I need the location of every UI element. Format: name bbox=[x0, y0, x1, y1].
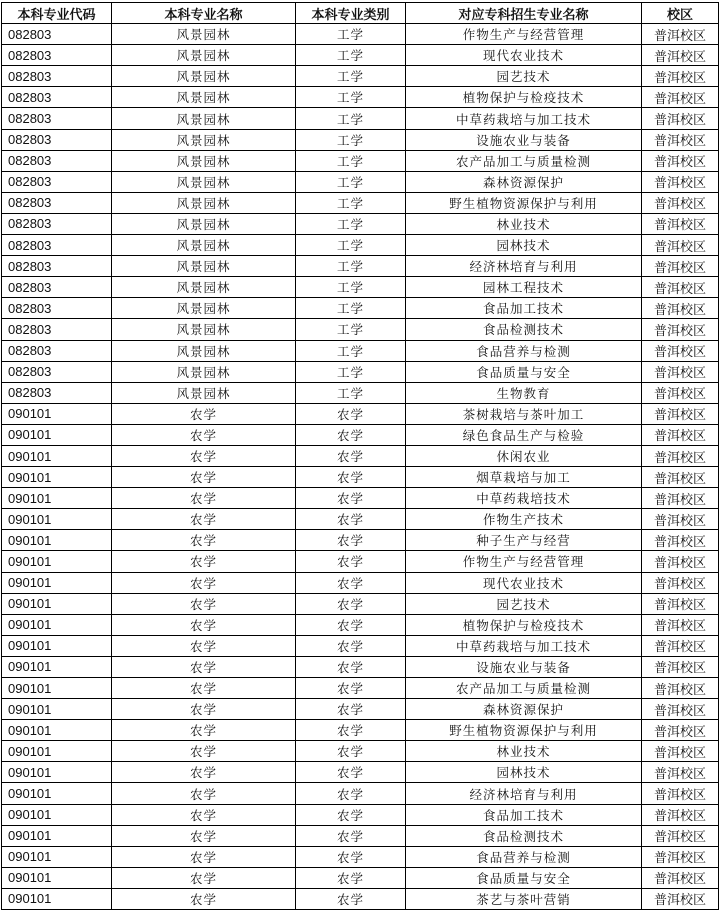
cell-undergrad-code: 090101 bbox=[2, 551, 112, 572]
cell-undergrad-category: 农学 bbox=[296, 867, 406, 888]
cell-undergrad-category: 工学 bbox=[296, 298, 406, 319]
cell-college-major: 食品加工技术 bbox=[406, 298, 642, 319]
cell-college-major: 植物保护与检疫技术 bbox=[406, 87, 642, 108]
cell-undergrad-name: 农学 bbox=[112, 741, 296, 762]
table-row bbox=[2, 888, 719, 909]
cell-undergrad-code: 090101 bbox=[2, 572, 112, 593]
table-body bbox=[2, 24, 719, 910]
cell-college-major: 农产品加工与质量检测 bbox=[406, 150, 642, 171]
cell-campus: 普洱校区 bbox=[642, 129, 719, 150]
cell-undergrad-code: 082803 bbox=[2, 298, 112, 319]
cell-undergrad-name: 风景园林 bbox=[112, 108, 296, 129]
cell-undergrad-code: 090101 bbox=[2, 783, 112, 804]
cell-undergrad-category: 工学 bbox=[296, 87, 406, 108]
cell-undergrad-category: 农学 bbox=[296, 741, 406, 762]
cell-undergrad-category: 工学 bbox=[296, 361, 406, 382]
cell-undergrad-category: 工学 bbox=[296, 171, 406, 192]
cell-undergrad-category: 农学 bbox=[296, 678, 406, 699]
cell-undergrad-category: 工学 bbox=[296, 319, 406, 340]
cell-campus: 普洱校区 bbox=[642, 488, 719, 509]
cell-campus: 普洱校区 bbox=[642, 24, 719, 45]
table-row bbox=[2, 382, 719, 403]
table-row bbox=[2, 66, 719, 87]
cell-college-major: 中草药栽培与加工技术 bbox=[406, 635, 642, 656]
cell-college-major: 食品营养与检测 bbox=[406, 340, 642, 361]
cell-college-major: 生物教育 bbox=[406, 382, 642, 403]
table-row bbox=[2, 804, 719, 825]
cell-campus: 普洱校区 bbox=[642, 825, 719, 846]
table-row bbox=[2, 678, 719, 699]
cell-college-major: 园林工程技术 bbox=[406, 277, 642, 298]
cell-undergrad-name: 风景园林 bbox=[112, 277, 296, 298]
cell-campus: 普洱校区 bbox=[642, 888, 719, 909]
cell-undergrad-category: 农学 bbox=[296, 804, 406, 825]
cell-college-major: 中草药栽培技术 bbox=[406, 488, 642, 509]
cell-college-major: 食品检测技术 bbox=[406, 825, 642, 846]
table-row bbox=[2, 445, 719, 466]
header-undergrad-name: 本科专业名称 bbox=[112, 3, 296, 24]
table-row bbox=[2, 467, 719, 488]
cell-campus: 普洱校区 bbox=[642, 66, 719, 87]
cell-undergrad-code: 090101 bbox=[2, 804, 112, 825]
cell-college-major: 茶树栽培与茶叶加工 bbox=[406, 403, 642, 424]
cell-undergrad-code: 090101 bbox=[2, 888, 112, 909]
cell-undergrad-category: 农学 bbox=[296, 467, 406, 488]
cell-college-major: 森林资源保护 bbox=[406, 699, 642, 720]
cell-campus: 普洱校区 bbox=[642, 593, 719, 614]
table-row bbox=[2, 45, 719, 66]
cell-campus: 普洱校区 bbox=[642, 572, 719, 593]
cell-undergrad-category: 农学 bbox=[296, 699, 406, 720]
cell-undergrad-category: 工学 bbox=[296, 382, 406, 403]
cell-undergrad-name: 农学 bbox=[112, 403, 296, 424]
table-header bbox=[2, 3, 719, 24]
cell-undergrad-code: 090101 bbox=[2, 678, 112, 699]
header-college-major: 对应专科招生专业名称 bbox=[406, 3, 642, 24]
cell-undergrad-category: 农学 bbox=[296, 846, 406, 867]
cell-undergrad-code: 082803 bbox=[2, 171, 112, 192]
header-campus: 校区 bbox=[642, 3, 719, 24]
cell-undergrad-code: 090101 bbox=[2, 699, 112, 720]
cell-campus: 普洱校区 bbox=[642, 445, 719, 466]
cell-undergrad-name: 风景园林 bbox=[112, 192, 296, 213]
cell-undergrad-name: 农学 bbox=[112, 509, 296, 530]
cell-college-major: 园艺技术 bbox=[406, 66, 642, 87]
cell-undergrad-name: 风景园林 bbox=[112, 361, 296, 382]
cell-undergrad-name: 风景园林 bbox=[112, 45, 296, 66]
cell-undergrad-name: 农学 bbox=[112, 699, 296, 720]
cell-campus: 普洱校区 bbox=[642, 277, 719, 298]
cell-college-major: 森林资源保护 bbox=[406, 171, 642, 192]
cell-undergrad-code: 090101 bbox=[2, 635, 112, 656]
cell-campus: 普洱校区 bbox=[642, 783, 719, 804]
cell-campus: 普洱校区 bbox=[642, 361, 719, 382]
cell-undergrad-name: 农学 bbox=[112, 720, 296, 741]
cell-undergrad-category: 工学 bbox=[296, 150, 406, 171]
cell-undergrad-name: 风景园林 bbox=[112, 298, 296, 319]
cell-campus: 普洱校区 bbox=[642, 762, 719, 783]
cell-undergrad-code: 090101 bbox=[2, 403, 112, 424]
cell-campus: 普洱校区 bbox=[642, 108, 719, 129]
cell-undergrad-name: 农学 bbox=[112, 846, 296, 867]
table-row bbox=[2, 846, 719, 867]
cell-undergrad-code: 082803 bbox=[2, 213, 112, 234]
cell-undergrad-code: 090101 bbox=[2, 720, 112, 741]
cell-campus: 普洱校区 bbox=[642, 699, 719, 720]
cell-undergrad-code: 090101 bbox=[2, 467, 112, 488]
cell-undergrad-code: 082803 bbox=[2, 66, 112, 87]
cell-campus: 普洱校区 bbox=[642, 45, 719, 66]
cell-undergrad-category: 工学 bbox=[296, 192, 406, 213]
cell-undergrad-name: 农学 bbox=[112, 635, 296, 656]
table-row bbox=[2, 635, 719, 656]
cell-campus: 普洱校区 bbox=[642, 150, 719, 171]
table-row bbox=[2, 424, 719, 445]
cell-undergrad-name: 农学 bbox=[112, 825, 296, 846]
cell-undergrad-name: 农学 bbox=[112, 551, 296, 572]
cell-undergrad-category: 工学 bbox=[296, 24, 406, 45]
cell-undergrad-name: 风景园林 bbox=[112, 150, 296, 171]
cell-undergrad-category: 工学 bbox=[296, 277, 406, 298]
cell-campus: 普洱校区 bbox=[642, 720, 719, 741]
cell-college-major: 现代农业技术 bbox=[406, 45, 642, 66]
cell-college-major: 食品质量与安全 bbox=[406, 361, 642, 382]
table-row bbox=[2, 361, 719, 382]
cell-undergrad-name: 风景园林 bbox=[112, 213, 296, 234]
cell-undergrad-category: 农学 bbox=[296, 656, 406, 677]
cell-college-major: 经济林培育与利用 bbox=[406, 256, 642, 277]
cell-undergrad-category: 工学 bbox=[296, 108, 406, 129]
table-row bbox=[2, 171, 719, 192]
cell-undergrad-name: 农学 bbox=[112, 445, 296, 466]
cell-undergrad-category: 工学 bbox=[296, 213, 406, 234]
cell-undergrad-code: 082803 bbox=[2, 235, 112, 256]
cell-college-major: 园林技术 bbox=[406, 235, 642, 256]
cell-undergrad-code: 082803 bbox=[2, 24, 112, 45]
cell-campus: 普洱校区 bbox=[642, 340, 719, 361]
cell-campus: 普洱校区 bbox=[642, 804, 719, 825]
cell-undergrad-category: 农学 bbox=[296, 509, 406, 530]
cell-campus: 普洱校区 bbox=[642, 424, 719, 445]
cell-campus: 普洱校区 bbox=[642, 467, 719, 488]
cell-undergrad-code: 090101 bbox=[2, 593, 112, 614]
cell-campus: 普洱校区 bbox=[642, 656, 719, 677]
cell-undergrad-category: 农学 bbox=[296, 720, 406, 741]
cell-undergrad-code: 082803 bbox=[2, 45, 112, 66]
cell-college-major: 林业技术 bbox=[406, 741, 642, 762]
cell-campus: 普洱校区 bbox=[642, 530, 719, 551]
cell-undergrad-code: 090101 bbox=[2, 530, 112, 551]
cell-college-major: 现代农业技术 bbox=[406, 572, 642, 593]
cell-campus: 普洱校区 bbox=[642, 846, 719, 867]
cell-undergrad-category: 农学 bbox=[296, 614, 406, 635]
table-row bbox=[2, 867, 719, 888]
cell-undergrad-name: 风景园林 bbox=[112, 87, 296, 108]
cell-college-major: 园林技术 bbox=[406, 762, 642, 783]
cell-college-major: 设施农业与装备 bbox=[406, 129, 642, 150]
cell-undergrad-category: 农学 bbox=[296, 551, 406, 572]
cell-undergrad-category: 农学 bbox=[296, 572, 406, 593]
cell-undergrad-name: 风景园林 bbox=[112, 382, 296, 403]
table-row bbox=[2, 762, 719, 783]
table-row bbox=[2, 656, 719, 677]
cell-college-major: 作物生产与经营管理 bbox=[406, 551, 642, 572]
table-row bbox=[2, 614, 719, 635]
cell-college-major: 经济林培育与利用 bbox=[406, 783, 642, 804]
cell-college-major: 作物生产与经营管理 bbox=[406, 24, 642, 45]
cell-undergrad-code: 082803 bbox=[2, 256, 112, 277]
table-row bbox=[2, 256, 719, 277]
table-row bbox=[2, 129, 719, 150]
table-row bbox=[2, 87, 719, 108]
cell-college-major: 设施农业与装备 bbox=[406, 656, 642, 677]
cell-undergrad-category: 工学 bbox=[296, 66, 406, 87]
cell-undergrad-name: 农学 bbox=[112, 783, 296, 804]
cell-campus: 普洱校区 bbox=[642, 678, 719, 699]
cell-college-major: 食品质量与安全 bbox=[406, 867, 642, 888]
cell-undergrad-category: 工学 bbox=[296, 340, 406, 361]
cell-undergrad-name: 农学 bbox=[112, 467, 296, 488]
table-row bbox=[2, 551, 719, 572]
cell-undergrad-name: 风景园林 bbox=[112, 171, 296, 192]
table-row bbox=[2, 108, 719, 129]
cell-undergrad-code: 082803 bbox=[2, 150, 112, 171]
cell-college-major: 作物生产技术 bbox=[406, 509, 642, 530]
cell-college-major: 食品营养与检测 bbox=[406, 846, 642, 867]
cell-undergrad-name: 风景园林 bbox=[112, 340, 296, 361]
cell-undergrad-code: 090101 bbox=[2, 509, 112, 530]
cell-college-major: 园艺技术 bbox=[406, 593, 642, 614]
cell-campus: 普洱校区 bbox=[642, 213, 719, 234]
cell-undergrad-name: 农学 bbox=[112, 593, 296, 614]
table-row bbox=[2, 403, 719, 424]
table-row bbox=[2, 572, 719, 593]
cell-undergrad-category: 农学 bbox=[296, 762, 406, 783]
cell-undergrad-code: 090101 bbox=[2, 867, 112, 888]
cell-campus: 普洱校区 bbox=[642, 867, 719, 888]
cell-undergrad-category: 农学 bbox=[296, 635, 406, 656]
cell-undergrad-name: 风景园林 bbox=[112, 256, 296, 277]
cell-college-major: 食品加工技术 bbox=[406, 804, 642, 825]
cell-undergrad-code: 090101 bbox=[2, 614, 112, 635]
cell-undergrad-code: 090101 bbox=[2, 445, 112, 466]
table-row bbox=[2, 192, 719, 213]
cell-undergrad-name: 农学 bbox=[112, 656, 296, 677]
cell-college-major: 野生植物资源保护与利用 bbox=[406, 720, 642, 741]
cell-undergrad-name: 农学 bbox=[112, 762, 296, 783]
cell-undergrad-code: 082803 bbox=[2, 277, 112, 298]
cell-campus: 普洱校区 bbox=[642, 382, 719, 403]
cell-undergrad-category: 工学 bbox=[296, 129, 406, 150]
cell-undergrad-code: 082803 bbox=[2, 319, 112, 340]
table-row bbox=[2, 530, 719, 551]
cell-college-major: 野生植物资源保护与利用 bbox=[406, 192, 642, 213]
cell-undergrad-category: 农学 bbox=[296, 825, 406, 846]
cell-undergrad-category: 工学 bbox=[296, 235, 406, 256]
cell-undergrad-code: 082803 bbox=[2, 382, 112, 403]
cell-undergrad-category: 农学 bbox=[296, 888, 406, 909]
cell-undergrad-category: 工学 bbox=[296, 256, 406, 277]
cell-undergrad-code: 090101 bbox=[2, 846, 112, 867]
cell-undergrad-name: 风景园林 bbox=[112, 24, 296, 45]
cell-campus: 普洱校区 bbox=[642, 741, 719, 762]
table-row bbox=[2, 24, 719, 45]
cell-undergrad-category: 农学 bbox=[296, 445, 406, 466]
cell-undergrad-name: 风景园林 bbox=[112, 129, 296, 150]
cell-college-major: 绿色食品生产与检验 bbox=[406, 424, 642, 445]
cell-undergrad-name: 农学 bbox=[112, 867, 296, 888]
cell-college-major: 食品检测技术 bbox=[406, 319, 642, 340]
cell-campus: 普洱校区 bbox=[642, 171, 719, 192]
cell-undergrad-code: 082803 bbox=[2, 87, 112, 108]
table-row bbox=[2, 298, 719, 319]
cell-college-major: 种子生产与经营 bbox=[406, 530, 642, 551]
cell-undergrad-name: 农学 bbox=[112, 488, 296, 509]
cell-undergrad-code: 090101 bbox=[2, 741, 112, 762]
header-undergrad-code: 本科专业代码 bbox=[2, 3, 112, 24]
table-row bbox=[2, 699, 719, 720]
cell-undergrad-category: 农学 bbox=[296, 530, 406, 551]
cell-undergrad-category: 农学 bbox=[296, 783, 406, 804]
table-row bbox=[2, 340, 719, 361]
table-row bbox=[2, 783, 719, 804]
cell-undergrad-name: 农学 bbox=[112, 804, 296, 825]
cell-campus: 普洱校区 bbox=[642, 192, 719, 213]
cell-undergrad-name: 风景园林 bbox=[112, 319, 296, 340]
cell-college-major: 烟草栽培与加工 bbox=[406, 467, 642, 488]
cell-campus: 普洱校区 bbox=[642, 87, 719, 108]
cell-college-major: 植物保护与检疫技术 bbox=[406, 614, 642, 635]
cell-undergrad-code: 082803 bbox=[2, 192, 112, 213]
cell-undergrad-code: 082803 bbox=[2, 340, 112, 361]
table-row bbox=[2, 720, 719, 741]
cell-campus: 普洱校区 bbox=[642, 403, 719, 424]
cell-undergrad-code: 090101 bbox=[2, 424, 112, 445]
cell-undergrad-code: 082803 bbox=[2, 129, 112, 150]
cell-undergrad-code: 082803 bbox=[2, 108, 112, 129]
cell-undergrad-category: 工学 bbox=[296, 45, 406, 66]
cell-undergrad-code: 090101 bbox=[2, 488, 112, 509]
cell-college-major: 林业技术 bbox=[406, 213, 642, 234]
cell-college-major: 休闲农业 bbox=[406, 445, 642, 466]
table-row bbox=[2, 593, 719, 614]
cell-campus: 普洱校区 bbox=[642, 509, 719, 530]
table-row bbox=[2, 319, 719, 340]
cell-campus: 普洱校区 bbox=[642, 319, 719, 340]
cell-college-major: 农产品加工与质量检测 bbox=[406, 678, 642, 699]
cell-undergrad-name: 风景园林 bbox=[112, 235, 296, 256]
cell-undergrad-name: 农学 bbox=[112, 530, 296, 551]
table-row bbox=[2, 509, 719, 530]
cell-campus: 普洱校区 bbox=[642, 614, 719, 635]
cell-undergrad-code: 090101 bbox=[2, 825, 112, 846]
cell-undergrad-name: 农学 bbox=[112, 678, 296, 699]
cell-undergrad-category: 农学 bbox=[296, 488, 406, 509]
header-row bbox=[2, 3, 719, 24]
cell-undergrad-code: 082803 bbox=[2, 361, 112, 382]
cell-undergrad-category: 农学 bbox=[296, 424, 406, 445]
cell-undergrad-name: 风景园林 bbox=[112, 66, 296, 87]
table-row bbox=[2, 825, 719, 846]
cell-campus: 普洱校区 bbox=[642, 551, 719, 572]
cell-campus: 普洱校区 bbox=[642, 235, 719, 256]
table-row bbox=[2, 488, 719, 509]
table-row bbox=[2, 213, 719, 234]
cell-campus: 普洱校区 bbox=[642, 635, 719, 656]
cell-undergrad-name: 农学 bbox=[112, 614, 296, 635]
cell-undergrad-code: 090101 bbox=[2, 762, 112, 783]
cell-campus: 普洱校区 bbox=[642, 256, 719, 277]
cell-undergrad-name: 农学 bbox=[112, 572, 296, 593]
table-row bbox=[2, 235, 719, 256]
cell-undergrad-name: 农学 bbox=[112, 888, 296, 909]
table-row bbox=[2, 277, 719, 298]
major-mapping-table bbox=[1, 2, 719, 910]
cell-undergrad-name: 农学 bbox=[112, 424, 296, 445]
cell-campus: 普洱校区 bbox=[642, 298, 719, 319]
cell-undergrad-category: 农学 bbox=[296, 593, 406, 614]
table-row bbox=[2, 741, 719, 762]
table-row bbox=[2, 150, 719, 171]
cell-college-major: 茶艺与茶叶营销 bbox=[406, 888, 642, 909]
cell-college-major: 中草药栽培与加工技术 bbox=[406, 108, 642, 129]
cell-undergrad-category: 农学 bbox=[296, 403, 406, 424]
cell-undergrad-code: 090101 bbox=[2, 656, 112, 677]
header-undergrad-category: 本科专业类别 bbox=[296, 3, 406, 24]
